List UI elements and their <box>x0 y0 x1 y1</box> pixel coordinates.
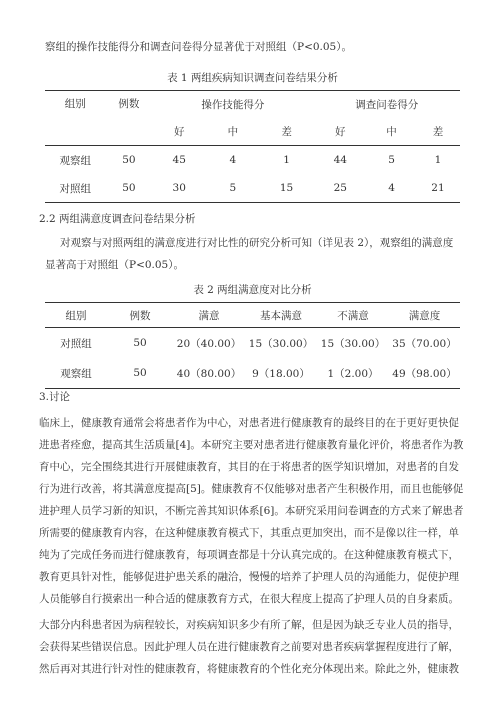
table2-cell: 35（70.00） <box>392 337 457 350</box>
table1-subheader: 好 <box>313 117 367 146</box>
table2-header: 例数 <box>107 303 173 328</box>
discussion-line: 进护理人员学习新的知识，不断完善其知识体系[6]。本研究采用问卷调查的方式来了解患者 <box>39 505 464 517</box>
table1-subheader: 好 <box>152 117 206 146</box>
table1-header-count: 例数 <box>105 91 152 146</box>
table1-cell: 15 <box>279 182 294 194</box>
table2-cell: 50 <box>133 367 147 379</box>
section22-line: 显著高于对照组（P<0.05）。 <box>45 259 184 271</box>
discussion-line: 进患者痊愈，提高其生活质量[4]。本研究主要对患者进行健康教育量化评价，将患者作为教 <box>39 439 464 451</box>
section-heading-3: 3.讨论 <box>39 391 71 403</box>
table1-row <box>45 174 460 203</box>
discussion-line: 纯为了完成任务而进行健康教育，每项调查都是十分认真完成的。在这种健康教育模式下， <box>39 549 459 561</box>
table1-cell: 44 <box>333 154 347 166</box>
table2-row <box>45 328 460 359</box>
table1-cell-group: 对照组 <box>59 182 91 195</box>
discussion-line: 育中心，完全围绕其进行开展健康教育，其目的在于将患者的医学知识增加，对患者的自发 <box>39 461 459 473</box>
table1-cell: 25 <box>333 182 347 194</box>
table2-cell: 1（2.00） <box>327 367 379 380</box>
table2-row <box>45 358 460 389</box>
table1-subheader: 中 <box>367 117 416 146</box>
table1-cell: 5 <box>229 182 237 194</box>
table1-cell: 4 <box>388 182 395 194</box>
table1-header-skill: 操作技能得分 <box>201 98 265 111</box>
discussion-line: 会获得某些错误信息。因此护理人员在进行健康教育之前要对患者疾病掌握程度进行了解， <box>39 641 459 653</box>
table1-subheader: 差 <box>260 117 314 146</box>
table1-cell: 1 <box>283 154 290 166</box>
table2-cell: 20（40.00） <box>176 337 242 350</box>
table2-cell: 50 <box>133 337 147 349</box>
table1-cell: 4 <box>229 154 237 166</box>
table1-row <box>45 146 460 175</box>
discussion-line: 教育更具针对性，能够促进护患关系的融洽，慢慢的培养了护理人员的沟通能力，促使护理 <box>39 571 459 583</box>
table1-header-group: 组别 <box>45 91 105 146</box>
table2-caption: 表 2 两组满意度对比分析 <box>193 284 312 296</box>
discussion-line: 然后再对其进行针对性的健康教育，将健康教育的个性化充分体现出来。除此之外，健康教 <box>39 663 459 675</box>
table1-header-survey: 调查问卷得分 <box>355 98 419 111</box>
table2-header: 满意度 <box>389 303 460 328</box>
table1-subheader: 中 <box>206 117 260 146</box>
table2-cell: 15（30.00） <box>248 337 314 350</box>
discussion-line: 临床上，健康教育通常会将患者作为中心，对患者进行健康教育的最终目的在于更好更快促 <box>39 417 459 429</box>
discussion-line: 人员能够自行摸索出一种合适的健康教育方式，在很大程度上提高了护理人员的自身素质。 <box>39 593 459 605</box>
discussion-line: 所需要的健康教育内容，在这种健康教育模式下，其重点更加突出，而不是像以往一样，单 <box>39 527 459 539</box>
intro-paragraph-line: 察组的操作技能得分和调查问卷得分显著优于对照组（P<0.05）。 <box>45 41 352 53</box>
table2-cell: 40（80.00） <box>176 367 242 380</box>
table2-cell: 对照组 <box>60 337 92 350</box>
table1-cell-group: 观察组 <box>59 154 91 167</box>
table2-cell: 15（30.00） <box>320 337 386 350</box>
table1-cell-count: 50 <box>122 182 136 194</box>
table1-cell-count: 50 <box>122 154 136 166</box>
table2-cell: 9（18.00） <box>252 367 310 380</box>
table2 <box>45 302 460 389</box>
table2-header: 基本满意 <box>245 303 317 328</box>
table2-cell: 49（98.00） <box>392 367 457 380</box>
discussion-line: 大部分内科患者因为病程较长，对疾病知识多少有所了解，但是因为缺乏专业人员的指导， <box>39 619 459 631</box>
section22-line: 对观察与对照两组的满意度进行对比性的研究分析可知（详见表 2），观察组的满意度 <box>60 237 454 249</box>
section-heading-2-2: 2.2 两组满意度调查问卷结果分析 <box>39 213 196 225</box>
table1 <box>45 90 460 203</box>
discussion-line: 行为进行改善，将其满意度提高[5]。健康教育不仅能够对患者产生积极作用，而且也能够促 <box>39 483 464 495</box>
table1-caption: 表 1 两组疾病知识调查问卷结果分析 <box>167 72 338 84</box>
table1-cell: 21 <box>431 182 445 194</box>
table2-header: 满意 <box>173 303 245 328</box>
table1-cell: 1 <box>434 154 442 166</box>
table1-cell: 5 <box>388 154 395 166</box>
table1-subheader: 差 <box>416 117 460 146</box>
table1-cell: 45 <box>172 154 186 166</box>
table1-cell: 30 <box>172 182 186 194</box>
table2-header: 组别 <box>45 303 107 328</box>
table2-cell: 观察组 <box>60 367 92 380</box>
table2-header: 不满意 <box>317 303 389 328</box>
